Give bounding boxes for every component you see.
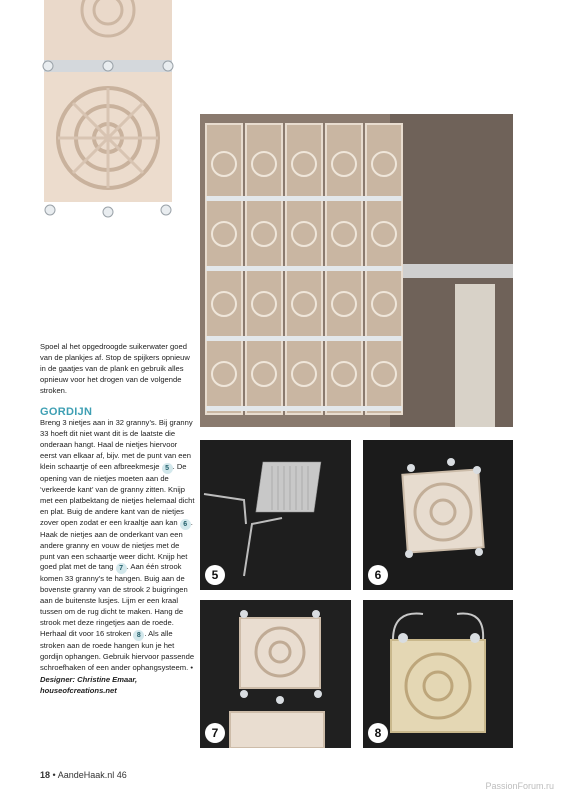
step-ref-6: 6 — [180, 519, 191, 530]
page-footer — [40, 770, 127, 780]
photo-badge-8: 8 — [368, 723, 388, 743]
instructions-part-5: . Als alle stroken aan de roede hangen kun je het gordijn ophangen. Gebruik hiervoor passende schroefhaken of een ander ophangsysteem. — [40, 628, 195, 672]
step-ref-8: 8 — [133, 630, 144, 641]
step-ref-5: 5 — [162, 463, 173, 474]
instructions-paragraph — [40, 418, 196, 673]
instructions-part-4: . Aan één strook komen 33 granny’s te hangen. Buig aan de bovenste granny van de strook 2 buigringen aan de buitenste lusjes. Lijm er een kraal tussen om de rug dicht te maken. Hang de strook met deze ringetjes aan de roede. Herhaal dit voor 16 stroken — [40, 562, 188, 638]
footer-bullet: • — [52, 770, 56, 780]
photo-badge-5: 5 — [205, 565, 225, 585]
instructions-part-2: . De opening van de nietjes moeten aan de ‘verkeerde kant’ van de granny zitten. Knijp met een platbektang de nietjes helemaal dicht en plat. Buig de andere kant van de nietjes zover open zodat er een kraaltje aan kan — [40, 462, 195, 527]
instructions-part-1: Breng 3 nietjes aan in 32 granny’s. Bij granny 33 hoeft dit niet want dit is de laatste die onderaan hangt. Haal de nietjes hiervoor eerst van elkaar af, bijv. met de punt van een klein schaartje of een afbreekmesje — [40, 418, 193, 472]
curtain-photo — [200, 114, 513, 427]
designer-website: houseofcreations.net — [40, 685, 117, 695]
designer-credit — [40, 675, 196, 697]
photo-step-5 — [200, 440, 351, 590]
step-ref-7: 7 — [116, 563, 127, 574]
intro-paragraph: Spoel al het opgedroogde suikerwater goed van de plankjes af. Stop de spijkers opnieuw in de gaatjes van de plank en gebruik alles opnieuw voor het drogen van de volgende stroken. — [40, 342, 190, 395]
photo-badge-6: 6 — [368, 565, 388, 585]
instructions-part-3: . Haak de nietjes aan de onderkant van een andere granny en vouw de nietjes met de punt van een schaartje weer dicht. Knijp het goed plat met de tang — [40, 517, 193, 572]
section-heading: GORDIJN — [40, 405, 93, 418]
designer-name: Designer: Christine Emaar, — [40, 674, 138, 684]
article-text — [40, 342, 196, 696]
watermark: PassionForum.ru — [485, 781, 554, 791]
crochet-strip-photo — [34, 0, 184, 222]
photo-badge-7: 7 — [205, 723, 225, 743]
magazine-name: AandeHaak.nl 46 — [57, 770, 127, 780]
end-mark: • — [190, 662, 193, 672]
page-number: 18 — [40, 770, 51, 780]
